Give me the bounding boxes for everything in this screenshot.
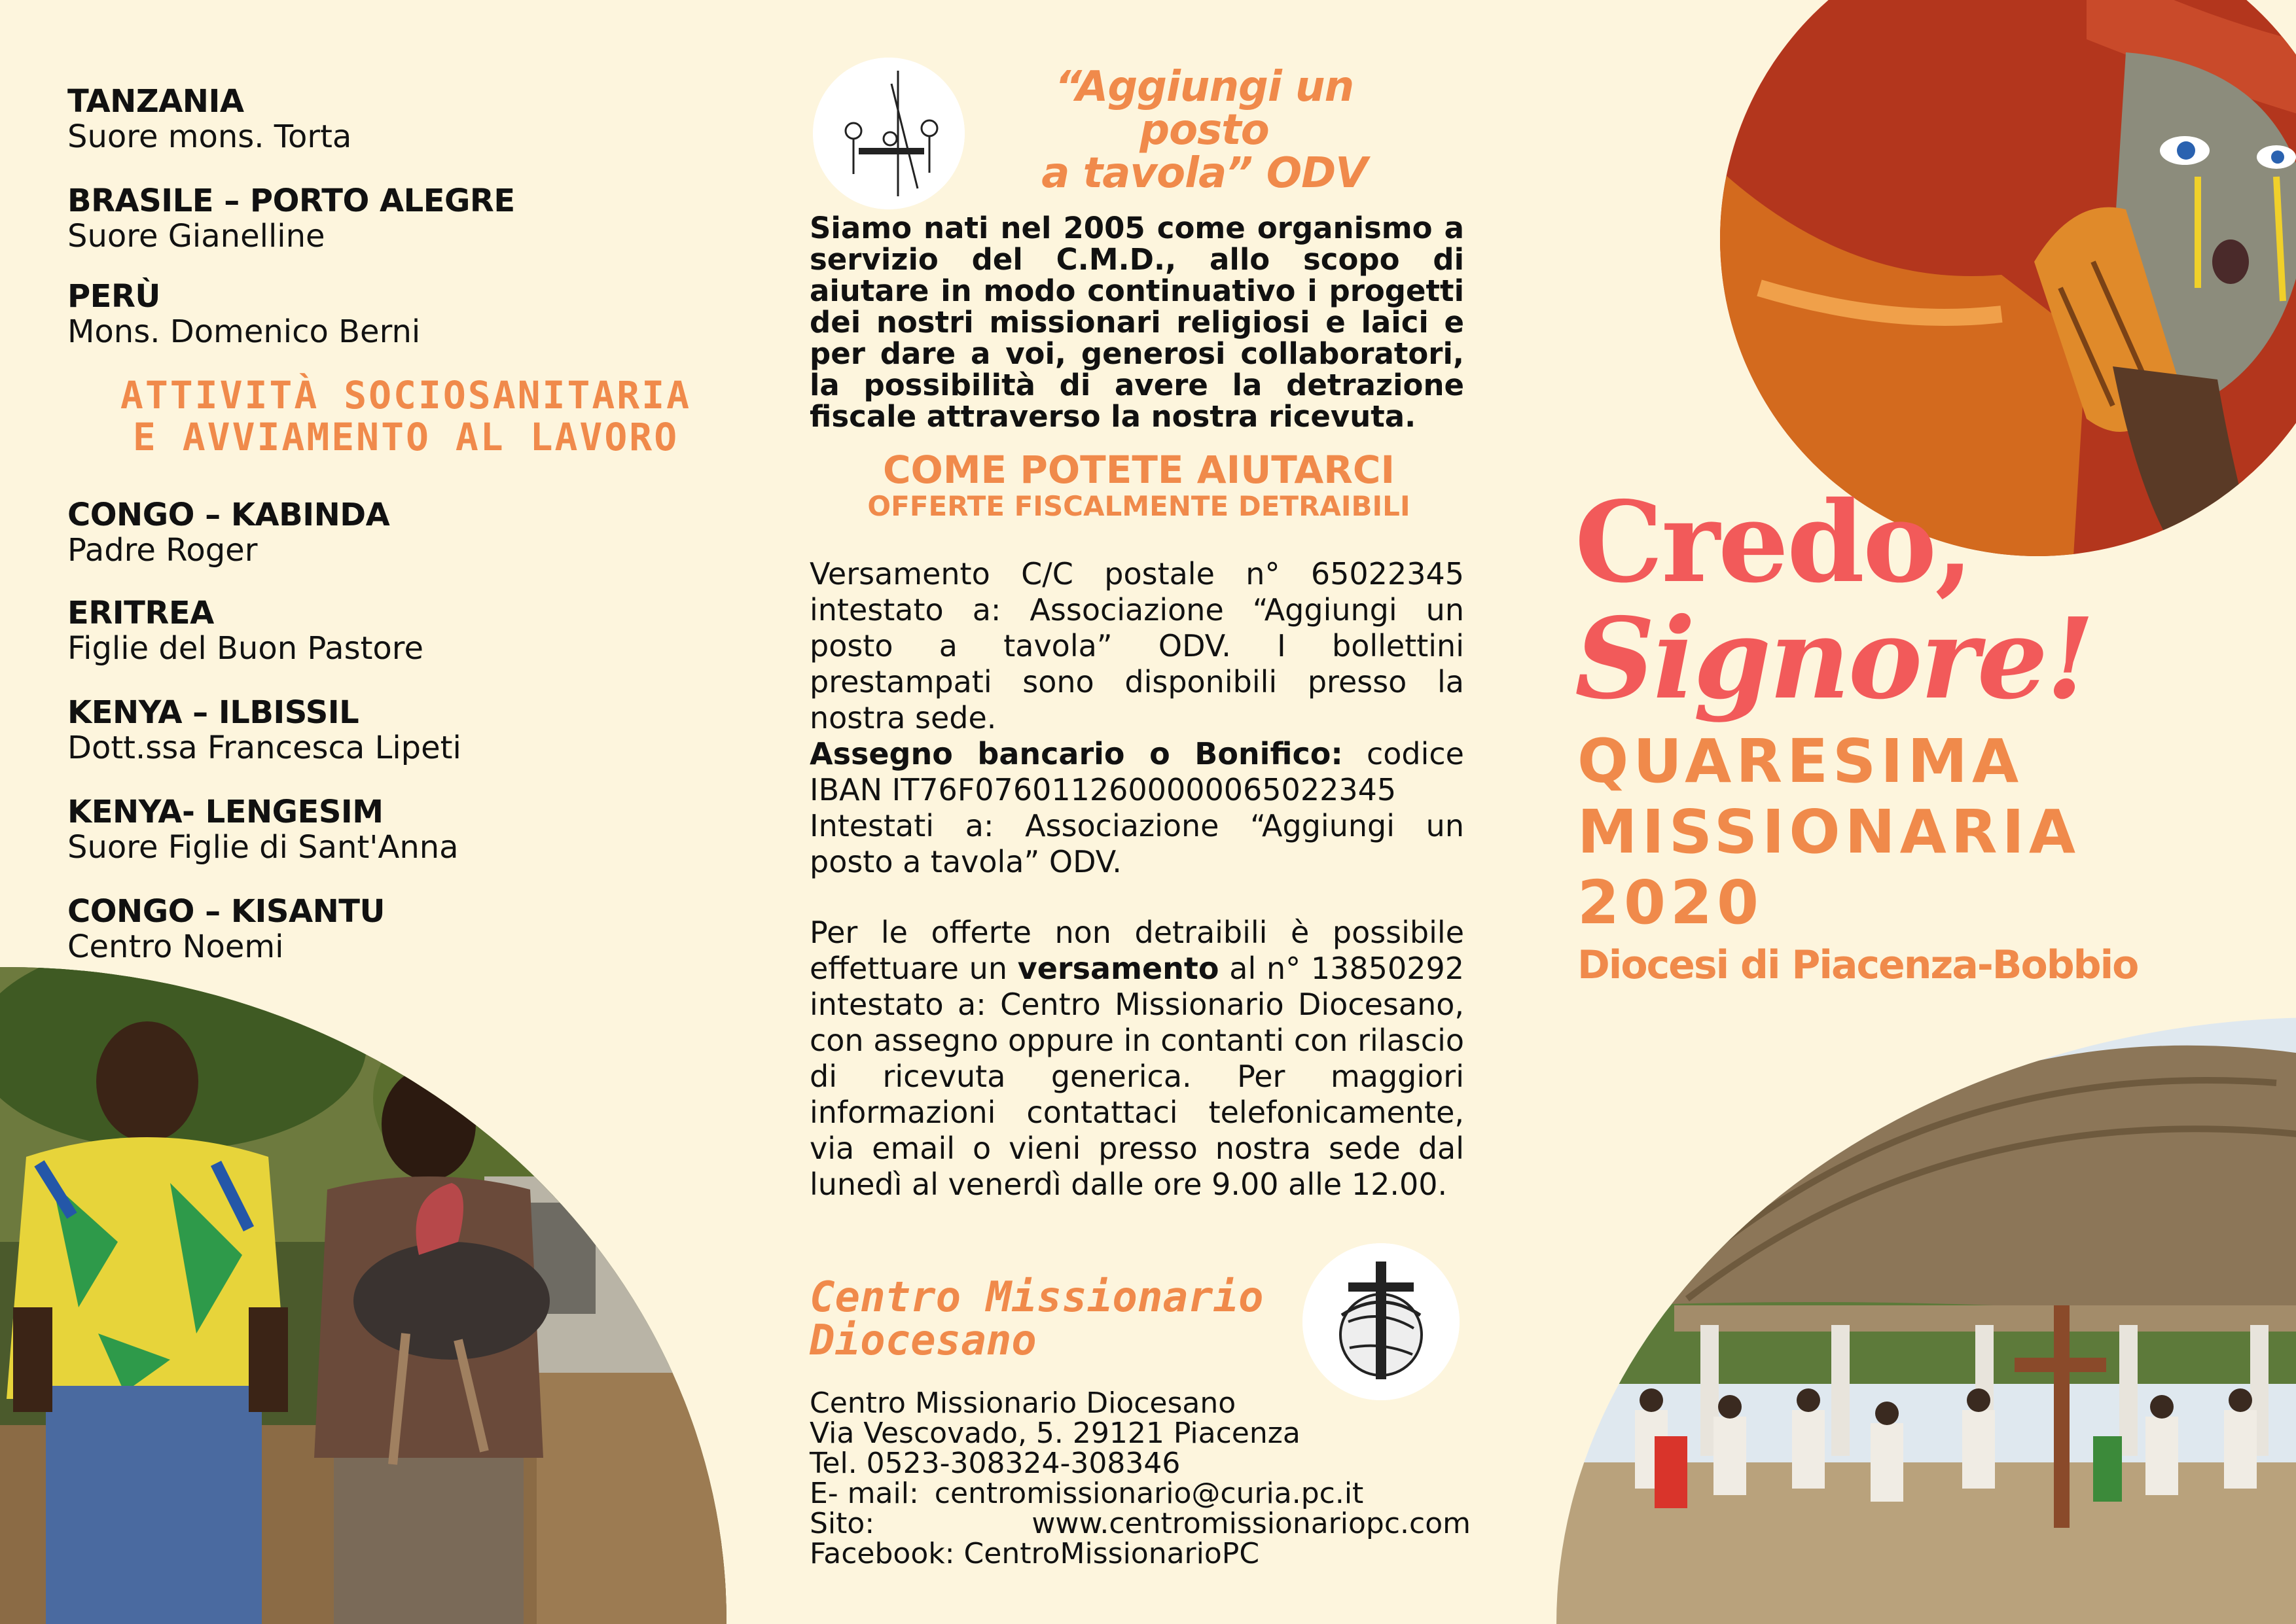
versamento-paragraph: Versamento C/C postale n° 65022345 intestato a: Associazione “Aggiungi un posto a tavola” ODV. I bollettini prestampati sono disponibili presso la nostra sede. [810,556,1464,735]
odv-title [988,63,1420,198]
campaign-year: 2020 [1577,868,1764,938]
mission-person: Suore Gianelline [67,218,325,255]
mission-person: Centro Noemi [67,928,284,965]
non-deductible-text: al n° 13850292 intestato a: Centro Missionario Diocesano, con assegno oppure in contanti con rilascio di ricevuta generica. Per maggiori informazioni contattaci telefonicamente, via email o vieni presso nostra sede dal lunedì al venerdì dalle ore 9.00 alle 12.00. [810,951,1465,1202]
mission-country: ERITREA [67,595,214,631]
campaign-title [1577,726,2284,938]
mission-person: Dott.ssa Francesca Lipeti [67,730,461,766]
contact-site[interactable]: www.centromissionariopc.com [1031,1507,1471,1540]
main-title [1575,477,2295,724]
diocese-name: Diocesi di Piacenza-Bobbio [1577,942,2138,988]
help-heading [792,449,1486,522]
contact-facebook[interactable]: Facebook: CentroMissionarioPC [810,1537,1260,1570]
intestati-paragraph: Intestati a: Associazione “Aggiungi un posto a tavola” ODV. [810,808,1464,879]
left-panel [0,0,766,1624]
odv-logo [813,58,965,209]
photo-two-men-with-turkey [0,967,726,1624]
non-deductible-bold: versamento [1017,951,1219,986]
mission-person: Suore Figlie di Sant'Anna [67,829,459,866]
contact-address: Via Vescovado, 5. 29121 Piacenza [810,1417,1300,1450]
non-deductible-info [810,915,1464,1203]
contact-phone: Tel. 0523-308324-308346 [810,1447,1181,1480]
mission-country: BRASILE – PORTO ALEGRE [67,183,515,219]
non-deductible-text: Per le offerte non detraibili è possibile effettuare un [810,915,1464,986]
cross-globe-icon [1302,1243,1460,1400]
mission-person: Mons. Domenico Berni [67,313,421,350]
assegno-iban: codice IBAN IT76F0760112600000065022345 [810,736,1464,807]
mission-entry [67,794,459,865]
mission-person: Figlie del Buon Pastore [67,630,423,667]
help-heading-subtitle: OFFERTE FISCALMENTE DETRAIBILI [867,490,1410,522]
help-heading-title: COME POTETE AIUTARCI [882,448,1395,492]
mission-entry [67,279,420,349]
contact-site-row [810,1509,1471,1539]
mission-country: KENYA- LENGESIM [67,794,384,830]
mission-country: CONGO – KISANTU [67,893,385,930]
contact-email-row [810,1479,1471,1509]
odv-title-line: a tavola” ODV [1041,149,1367,198]
section-heading-line: E AVVIAMENTO AL LAVORO [132,415,679,459]
assegno-paragraph [810,736,1464,808]
odv-logo-image [813,58,965,209]
mission-entry [67,84,351,154]
mission-entry [67,894,385,964]
mission-country: CONGO – KABINDA [67,497,390,533]
painting-praying-face-image [1720,0,2296,556]
mission-entry [67,595,423,666]
contacts-block [810,1388,1471,1569]
contact-site-label: Sito: [810,1507,875,1540]
centro-title-line: Centro Missionario [810,1273,1264,1322]
intro-paragraph: Siamo nati nel 2005 come organismo a servizio del C.M.D., allo scopo di aiutare in modo continuativo i progetti dei nostri missionari religiosi e laici e per dare a voi, generosi collaboratori, la possibilità di avere la detrazione fiscale attraverso la nostra ricevuta. [810,211,1464,434]
middle-panel [766,0,1530,1624]
right-panel [1530,0,2296,1624]
mission-person: Suore mons. Torta [67,118,352,155]
centro-title [810,1273,1307,1365]
main-title-line: Signore! [1575,593,2093,724]
main-title-line: Credo, [1575,477,1972,608]
section-heading-line: ATTIVITÀ SOCIOSANITARIA [120,373,692,417]
mission-person: Padre Roger [67,532,258,569]
odv-title-line: “Aggiungi un posto [1054,63,1354,154]
centro-title-line: Diocesano [810,1316,1037,1365]
contact-email[interactable]: centromissionario@curia.pc.it [934,1477,1364,1510]
campaign-title-line: MISSIONARIA [1577,797,2081,867]
photo-thatched-hut-gathering [1556,1017,2296,1624]
mission-country: KENYA – ILBISSIL [67,694,359,731]
contact-email-label: E- mail: [810,1477,919,1510]
photo-two-men-with-turkey-image [0,967,726,1624]
photo-thatched-hut-gathering-image [1556,1017,2296,1624]
campaign-title-line: QUARESIMA [1577,726,2024,796]
donation-info [810,556,1464,880]
cross-globe-logo [1302,1243,1460,1400]
mission-country: TANZANIA [67,83,244,120]
mission-entry [67,695,461,766]
assegno-label: Assegno bancario o Bonifico: [810,736,1343,771]
contact-name: Centro Missionario Diocesano [810,1386,1236,1420]
mission-country: PERÙ [67,278,160,315]
painting-praying-face [1720,0,2296,556]
mission-entry [67,497,389,568]
section-heading [79,374,733,458]
mission-entry [67,183,515,254]
